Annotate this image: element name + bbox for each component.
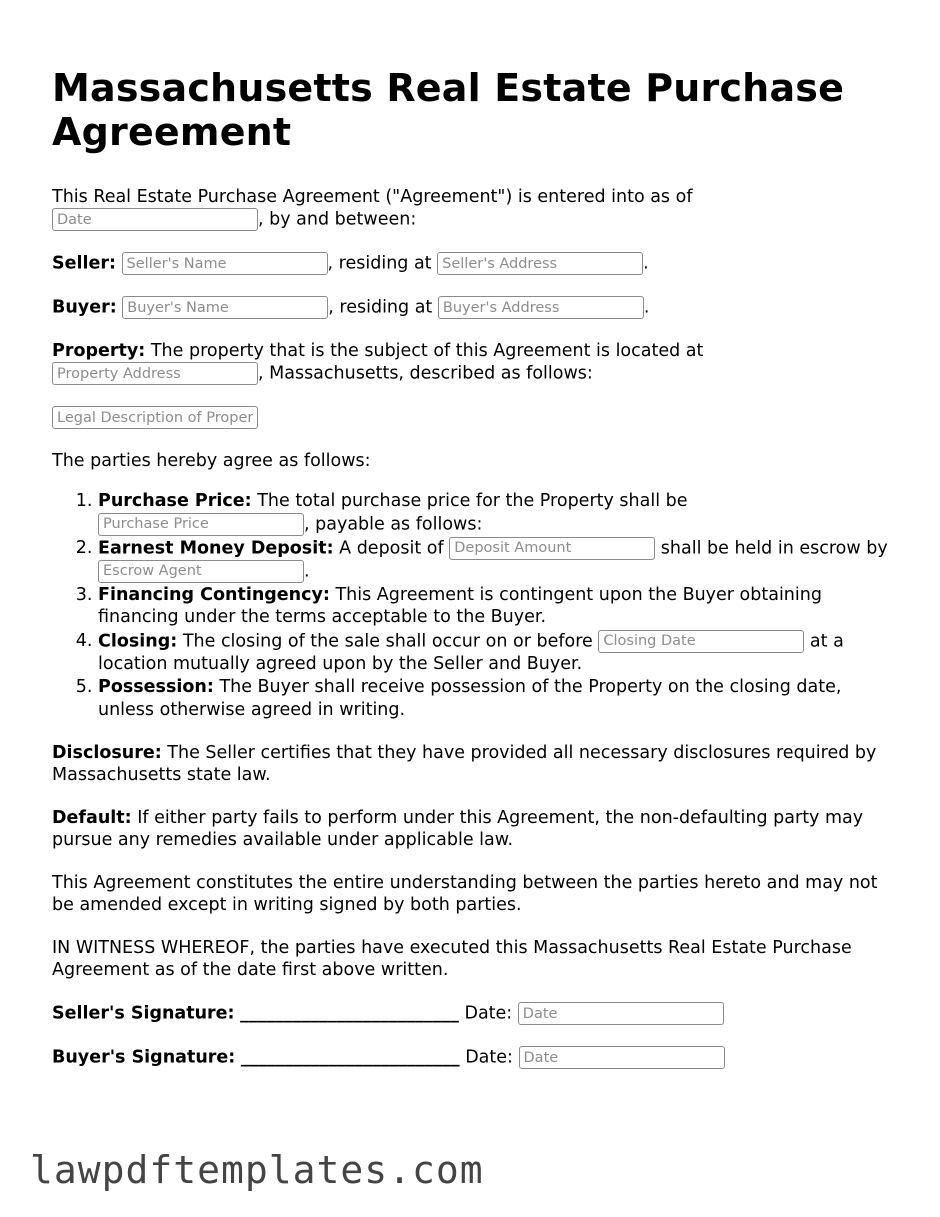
seller-end-punct: . (643, 253, 649, 274)
seller-signature-date-field[interactable] (518, 1002, 724, 1025)
closing-text: The closing of the sale shall occur on or before (177, 631, 593, 651)
earnest-end-punct: . (304, 561, 310, 581)
buyer-address-field[interactable] (438, 296, 644, 319)
closing-date-field[interactable] (598, 630, 804, 653)
closing-after: at a location mutually agreed upon by the Seller and Buyer. (98, 631, 844, 674)
intro-text: This Real Estate Purchase Agreement ("Agreement") is entered into as of (52, 187, 693, 207)
financing-label: Financing Contingency: (98, 584, 330, 605)
property-address-field[interactable] (52, 362, 258, 385)
term-earnest-money (98, 537, 897, 583)
page-title: Massachusetts Real Estate Purchase Agreement (52, 66, 845, 154)
buyer-residing-text: , residing at (328, 297, 433, 318)
seller-signature-blank: _________________________ (240, 1003, 459, 1024)
term-possession (98, 676, 897, 721)
buyer-signature-blank: _________________________ (240, 1047, 460, 1068)
seller-name-field[interactable] (122, 252, 328, 275)
witness-paragraph: IN WITNESS WHEREOF, the parties have executed this Massachusetts Real Estate Purchase Agreement as of the date first above written. (52, 938, 852, 980)
buyer-date-label: Date: (465, 1047, 513, 1068)
buyer-name-field[interactable] (122, 296, 328, 319)
purchase-price-field[interactable] (98, 513, 304, 536)
possession-label: Possession: (98, 677, 214, 697)
seller-date-label: Date: (464, 1003, 513, 1024)
purchase-price-after: , payable as follows: (304, 514, 483, 534)
earnest-money-label: Earnest Money Deposit: (98, 538, 334, 558)
seller-signature-label: Seller's Signature: (52, 1003, 235, 1024)
default-text: If either party fails to perform under this Agreement, the non-defaulting party may pursue any remedies available under applicable law. (52, 808, 864, 850)
seller-residing-text: , residing at (327, 253, 432, 274)
seller-label: Seller: (52, 253, 116, 274)
deposit-amount-field[interactable] (449, 537, 655, 560)
buyer-line (52, 296, 897, 319)
possession-text: The Buyer shall receive possession of the Property on the closing date, unless otherwise agreed in writing. (98, 677, 842, 720)
closing-label: Closing: (98, 631, 178, 651)
entire-agreement-paragraph: This Agreement constitutes the entire understanding between the parties hereto and may not be amended except in writing signed by both parties. (52, 873, 878, 915)
disclosure-paragraph (52, 742, 897, 786)
seller-signature-line (52, 1002, 897, 1025)
earnest-money-text: A deposit of (333, 538, 444, 558)
term-purchase-price (98, 490, 897, 536)
buyer-end-punct: . (643, 297, 650, 318)
intro-after-text: , by and between: (258, 209, 417, 230)
purchase-price-text: The total purchase price for the Property shall be (251, 491, 688, 511)
term-closing (98, 630, 897, 676)
term-financing (98, 584, 897, 629)
buyer-signature-date-field[interactable] (519, 1046, 725, 1069)
buyer-signature-label: Buyer's Signature: (52, 1047, 236, 1068)
disclosure-label: Disclosure: (52, 743, 162, 763)
escrow-agent-field[interactable] (98, 560, 304, 583)
seller-address-field[interactable] (437, 252, 643, 275)
legal-description-line (52, 406, 897, 429)
property-text: The property that is the subject of this Agreement is located at (145, 341, 704, 361)
intro-paragraph (52, 186, 897, 231)
purchase-price-label: Purchase Price: (98, 491, 252, 511)
agree-text: The parties hereby agree as follows: (52, 451, 371, 471)
seller-line (52, 252, 897, 275)
property-label: Property: (52, 341, 146, 361)
site-watermark: lawpdftemplates.com (30, 1148, 484, 1192)
disclosure-text: The Seller certifies that they have provided all necessary disclosures required by Massachusetts state law. (52, 743, 877, 785)
terms-list (52, 490, 897, 721)
legal-description-field[interactable] (52, 406, 258, 429)
financing-text: This Agreement is contingent upon the Buyer obtaining financing under the terms acceptable to the Buyer. (98, 584, 822, 627)
buyer-label: Buyer: (52, 297, 117, 318)
earnest-money-middle: shall be held in escrow by (655, 538, 888, 558)
property-paragraph (52, 340, 897, 385)
default-paragraph (52, 807, 897, 851)
agreement-document (52, 66, 897, 1069)
buyer-signature-line (52, 1046, 897, 1069)
agreement-date-field[interactable] (52, 208, 258, 231)
property-after-text: , Massachusetts, described as follows: (258, 363, 593, 384)
default-label: Default: (52, 808, 132, 828)
